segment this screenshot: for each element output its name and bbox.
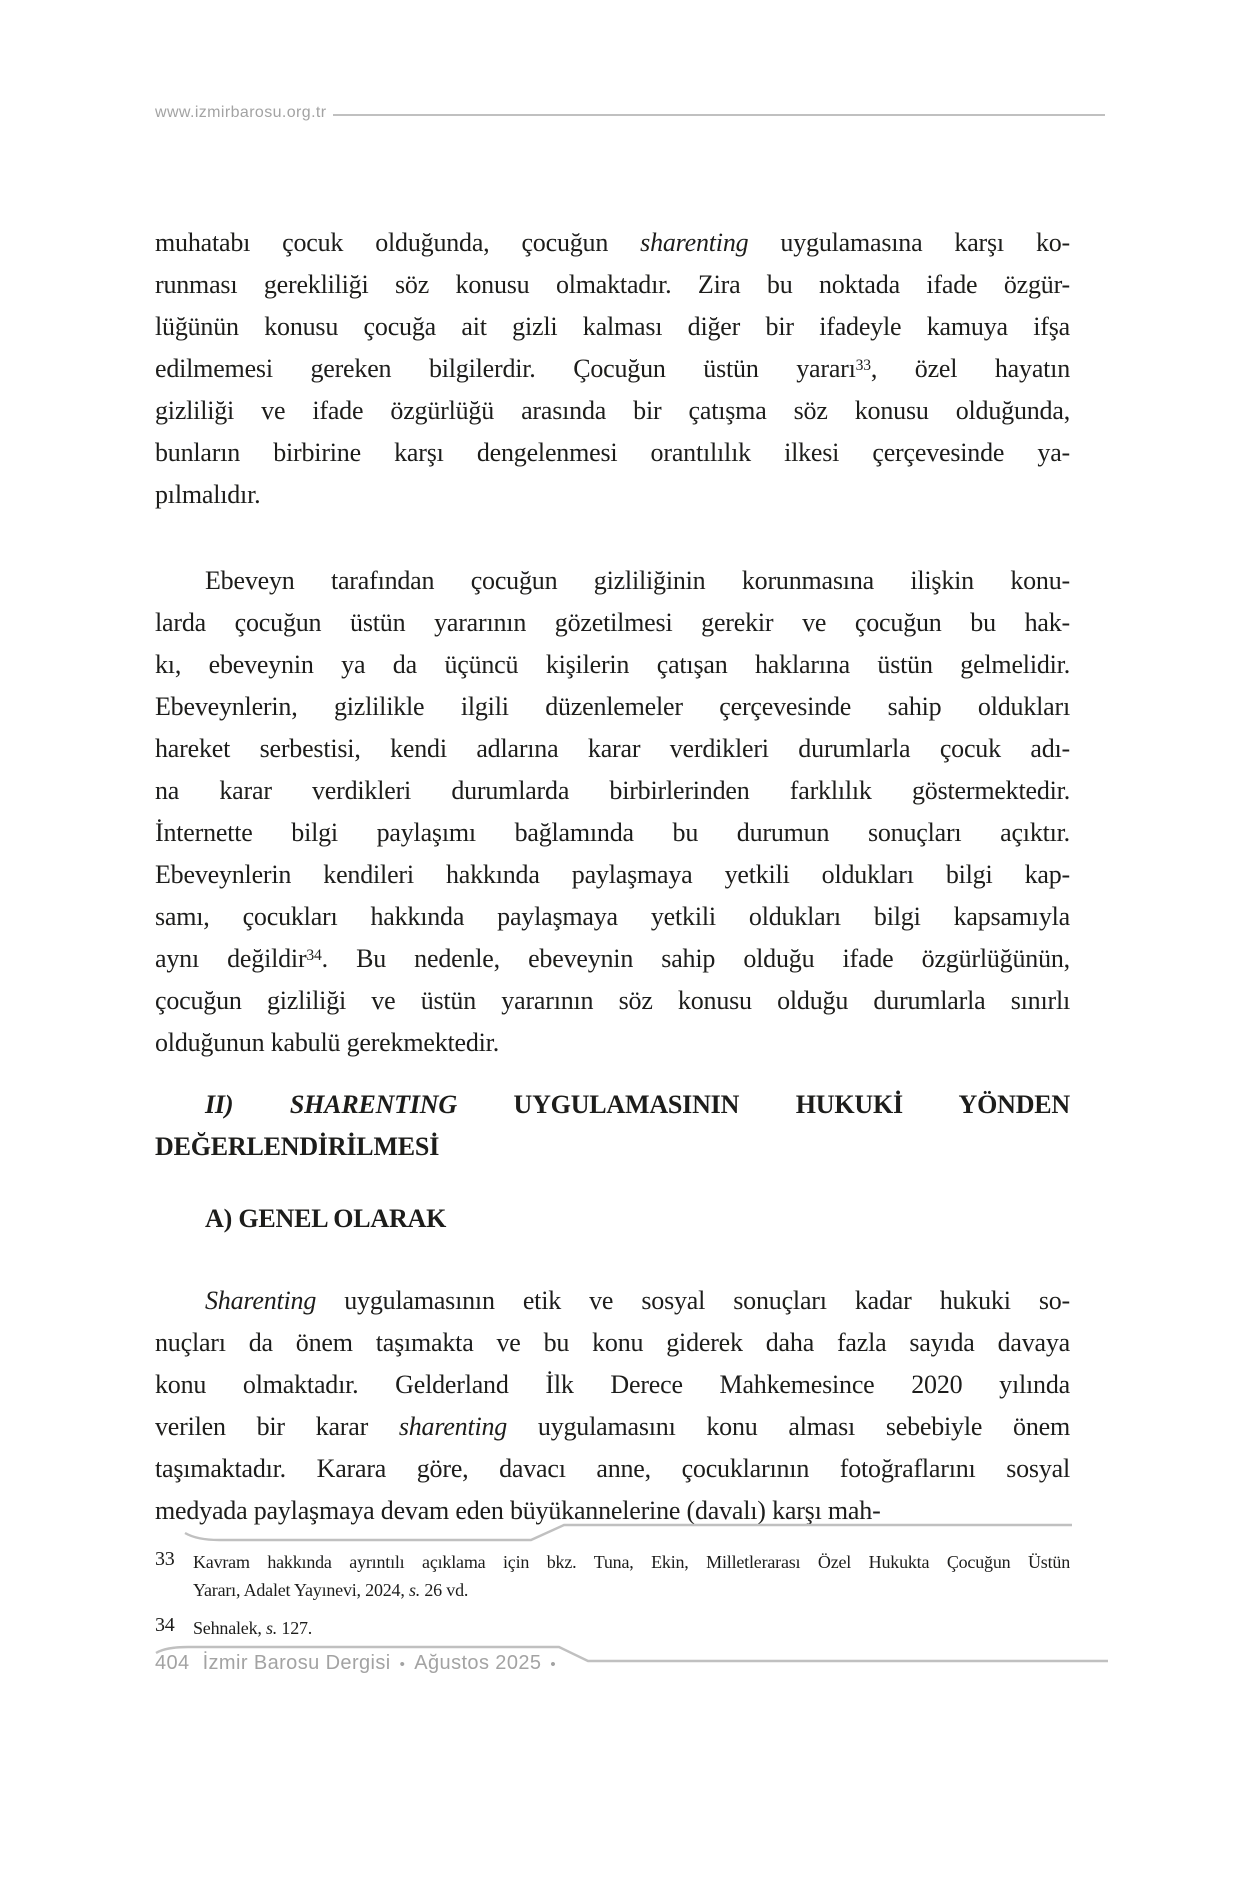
- text-run: uygulamasına karşı ko-: [748, 228, 1071, 257]
- paragraph-2-line: [155, 938, 1070, 980]
- footer-issue: Ağustos 2025: [414, 1652, 542, 1674]
- paragraph-2-line: [155, 980, 1070, 1022]
- text-run: edilmemesi gereken bilgilerdir. Çocuğun üstün yararı: [155, 354, 856, 383]
- footnote-text: [193, 1614, 1070, 1642]
- footnote-33: [155, 1548, 1070, 1604]
- text-run: taşımaktadır. Karara göre, davacı anne, çocuklarının fotoğraflarını sosyal: [155, 1454, 1070, 1483]
- paragraph-1-line: [155, 348, 1070, 390]
- footnote-34: [155, 1614, 1070, 1642]
- text-run: UYGULAMASININ HUKUKİ YÖNDEN: [456, 1090, 1071, 1119]
- text-run: Ebeveynlerin kendileri hakkında paylaşmaya yetkili oldukları bilgi kap-: [155, 860, 1070, 889]
- text-run: medyada paylaşmaya devam eden büyükannelerine (davalı) karşı mah-: [155, 1496, 881, 1525]
- text-run: uygulamasını konu alması sebebiyle önem: [507, 1412, 1070, 1441]
- footnote-text: [193, 1548, 1070, 1604]
- text-run: uygulamasının etik ve sosyal sonuçları kadar hukuki so-: [316, 1286, 1070, 1315]
- text-run: Ebeveyn tarafından çocuğun gizliliğinin korunmasına ilişkin konu-: [205, 566, 1070, 595]
- text-run: verilen bir karar: [155, 1412, 399, 1441]
- header-url: www.izmirbarosu.org.tr: [155, 104, 327, 121]
- text-run: runması gerekliliği söz konusu olmaktadır. Zira bu noktada ifade özgür-: [155, 270, 1070, 299]
- text-run: DEĞERLENDİRİLMESİ: [155, 1132, 440, 1161]
- text-run: , özel hayatın: [870, 354, 1071, 383]
- paragraph-1-line: [155, 390, 1070, 432]
- text-run: bunların birbirine karşı dengelenmesi orantılılık ilkesi çerçevesinde ya-: [155, 438, 1070, 467]
- footer-journal-title: İzmir Barosu Dergisi: [202, 1652, 391, 1674]
- footnote-number: 33: [155, 1548, 175, 1570]
- section-heading: [155, 1084, 1070, 1168]
- section-heading-line: [155, 1084, 1070, 1126]
- text-run: aynı değildir: [155, 944, 307, 973]
- text-run: muhatabı çocuk olduğunda, çocuğun: [155, 228, 641, 257]
- paragraph-2-line: [155, 812, 1070, 854]
- paragraph-1-line: [155, 264, 1070, 306]
- body-content: [155, 222, 1070, 1532]
- paragraph-2-line: [155, 560, 1070, 602]
- footer-bullet: •: [399, 1656, 406, 1673]
- paragraph-1-line: [155, 306, 1070, 348]
- text-run: olduğunun kabulü gerekmektedir.: [155, 1028, 500, 1057]
- footer-page-number: 404: [155, 1652, 190, 1674]
- paragraph-3-line: [155, 1364, 1070, 1406]
- text-run: nuçları da önem taşımakta ve bu konu giderek daha fazla sayıda davaya: [155, 1328, 1070, 1357]
- section-heading-line: [155, 1126, 1070, 1168]
- paragraph-2-line: [155, 854, 1070, 896]
- text-run: pılmalıdır.: [155, 480, 261, 509]
- paragraph-1-line: [155, 432, 1070, 474]
- footnote-line: [193, 1548, 1070, 1576]
- page-footer: [155, 1652, 556, 1675]
- paragraph-2-line: [155, 602, 1070, 644]
- paragraph-3-line: [155, 1322, 1070, 1364]
- footnote-line: [193, 1614, 1070, 1642]
- paragraph-2: [155, 560, 1070, 1064]
- text-run: Sharenting: [205, 1286, 317, 1315]
- footnote-reference: 33: [855, 356, 871, 374]
- text-run: Yararı, Adalet Yayınevi, 2024,: [193, 1580, 409, 1600]
- paragraph-2-line: [155, 1022, 1070, 1064]
- text-run: gizliliği ve ifade özgürlüğü arasında bir çatışma söz konusu olduğunda,: [155, 396, 1070, 425]
- paragraph-2-line: [155, 728, 1070, 770]
- text-run: lüğünün konusu çocuğa ait gizli kalması diğer bir ifadeyle kamuya ifşa: [155, 312, 1070, 341]
- paragraph-3: [155, 1280, 1070, 1532]
- text-run: Sehnalek,: [193, 1618, 266, 1638]
- paragraph-1-line: [155, 222, 1070, 264]
- text-run: na karar verdikleri durumlarda birbirlerinden farklılık göstermektedir.: [155, 776, 1070, 805]
- footnote-number: 34: [155, 1614, 175, 1636]
- footnote-separator-line: [155, 1519, 1072, 1545]
- text-run: sharenting: [398, 1412, 508, 1441]
- text-run: II) SHARENTING: [205, 1090, 457, 1119]
- page-header: [155, 104, 1105, 122]
- text-run: Ebeveynlerin, gizlilikle ilgili düzenlemeler çerçevesinde sahip oldukları: [155, 692, 1070, 721]
- footnote-separator: [155, 1519, 1072, 1545]
- text-run: çocuğun gizliliği ve üstün yararının söz konusu olduğu durumlarla sınırlı: [155, 986, 1070, 1015]
- header-rule: [333, 114, 1105, 116]
- paragraph-3-line: [155, 1406, 1070, 1448]
- footnotes: [155, 1548, 1070, 1652]
- text-run: larda çocuğun üstün yararının gözetilmesi gerekir ve çocuğun bu hak-: [155, 608, 1070, 637]
- paragraph-1: [155, 222, 1070, 516]
- footnote-line: [193, 1576, 1070, 1604]
- text-run: A) GENEL OLARAK: [205, 1204, 447, 1233]
- text-run: Kavram hakkında ayrıntılı açıklama için bkz. Tuna, Ekin, Milletlerarası Özel Hukukta Çocuğun Üstün: [193, 1552, 1070, 1572]
- text-run: İnternette bilgi paylaşımı bağlamında bu durumun sonuçları açıktır.: [155, 818, 1070, 847]
- text-run: samı, çocukları hakkında paylaşmaya yetkili oldukları bilgi kapsamıyla: [155, 902, 1070, 931]
- paragraph-2-line: [155, 896, 1070, 938]
- text-run: kı, ebeveynin ya da üçüncü kişilerin çatışan haklarına üstün gelmelidir.: [155, 650, 1070, 679]
- paragraph-3-line: [155, 1280, 1070, 1322]
- text-run: 26 vd.: [420, 1580, 469, 1600]
- footer-bullet: •: [550, 1656, 557, 1673]
- paragraph-1-line: [155, 474, 1070, 516]
- text-run: hareket serbestisi, kendi adlarına karar verdikleri durumlarla çocuk adı-: [155, 734, 1070, 763]
- paragraph-2-line: [155, 770, 1070, 812]
- paragraph-2-line: [155, 644, 1070, 686]
- text-run: 127.: [277, 1618, 313, 1638]
- paragraph-3-line: [155, 1448, 1070, 1490]
- text-run: konu olmaktadır. Gelderland İlk Derece Mahkemesince 2020 yılında: [155, 1370, 1070, 1399]
- subsection-heading-line: [155, 1198, 1070, 1240]
- subsection-heading: [155, 1198, 1070, 1240]
- footnote-reference: 34: [306, 946, 322, 964]
- paragraph-2-line: [155, 686, 1070, 728]
- text-run: s.: [408, 1580, 421, 1600]
- text-run: sharenting: [640, 228, 749, 257]
- text-run: s.: [265, 1618, 278, 1638]
- text-run: . Bu nedenle, ebeveynin sahip olduğu ifade özgürlüğünün,: [321, 944, 1070, 973]
